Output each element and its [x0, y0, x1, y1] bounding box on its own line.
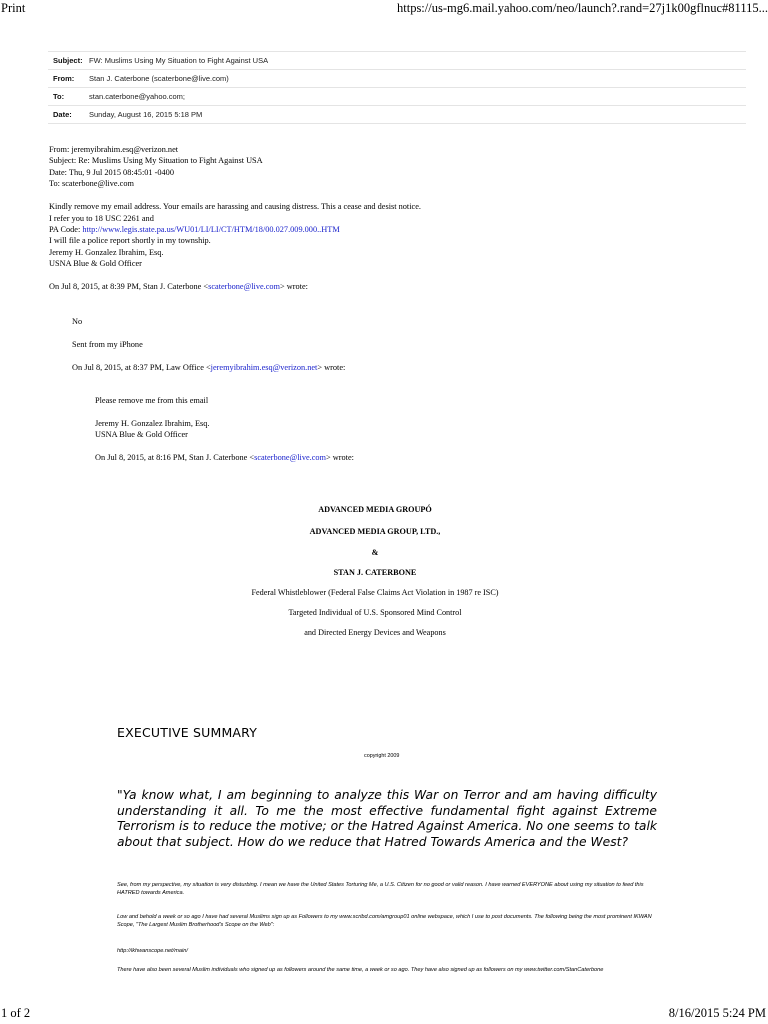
letterhead-line2: ADVANCED MEDIA GROUP, LTD.,	[309, 527, 441, 536]
letterhead-line4: STAN J. CATERBONE	[333, 568, 417, 577]
letterhead-line6: Targeted Individual of U.S. Sponsored Mind Control	[288, 608, 462, 617]
pa-code-label: PA Code:	[49, 224, 83, 234]
reply-sent-from: Sent from my iPhone	[72, 339, 143, 349]
print-url: https://us-mg6.mail.yahoo.com/neo/launch?.rand=27j1k00gflnuc#81115...	[397, 1, 768, 15]
pa-code-link[interactable]: http://www.legis.state.pa.us/WU01/LI/LI/CT/HTM/18/00.027.009.000..HTM	[82, 224, 340, 234]
letterhead-line3: &	[371, 548, 379, 557]
from-value: Stan J. Caterbone (scaterbone@live.com)	[89, 74, 229, 83]
summary-para2: Low and behold a week or so ago I have had several Muslims sign up as Followers to my www.scribd.com/amgroup01 online webspace, which I use to post documents. The following being the most prominent IKWAN Scope, "The Largest Muslim Brotherhood's Scope on the Web":	[117, 914, 652, 928]
summary-quote: "Ya know what, I am beginning to analyze this War on Terror and am having difficulty understanding it all. To me the most effective fundamental fight against Extreme Terrorism is to reduce the motive; or the Hatred Against America. No one seems to talk about that subject. How do we reduce that Hatred Towards America and the West?	[117, 788, 657, 849]
fwd-sig1: Jeremy H. Gonzalez Ibrahim, Esq.	[49, 247, 164, 257]
reply2-quote-line: On Jul 8, 2015, at 8:16 PM, Stan J. Caterbone <scaterbone@live.com> wrote:	[95, 453, 354, 463]
print-label: Print	[1, 1, 26, 15]
fwd-from: From: jeremyibrahim.esq@verizon.net	[49, 145, 179, 154]
reply1-quote-line: On Jul 8, 2015, at 8:37 PM, Law Office <jeremyibrahim.esq@verizon.net> wrote:	[72, 362, 346, 372]
fwd-pa-code	[49, 224, 749, 235]
reply2-sig1: Jeremy H. Gonzalez Ibrahim, Esq.	[95, 418, 210, 428]
to-value: stan.caterbone@yahoo.com;	[89, 92, 186, 101]
subject-row	[48, 51, 746, 70]
fwd-quote-line: On Jul 8, 2015, at 8:39 PM, Stan J. Caterbone <scaterbone@live.com> wrote:	[49, 282, 308, 292]
quote-email-link[interactable]: scaterbone@live.com	[208, 282, 281, 292]
reply2-sig2: USNA Blue & Gold Officer	[95, 430, 188, 440]
forwarded-message	[49, 144, 749, 292]
summary-para1: See, from my perspective, my situation is very disturbing. I mean we have the United States Torturing Me, a U.S. Citizen for no good or valid reason. I have warned EVERYONE about using my situation to feed this HATRED towards America.	[117, 882, 644, 896]
reply2-email-link[interactable]: scaterbone@live.com	[254, 453, 327, 463]
letterhead-line7: and Directed Energy Devices and Weapons	[304, 628, 446, 637]
subject-label: Subject:	[53, 56, 83, 65]
fwd-subject: Subject: Re: Muslims Using My Situation to Fight Against USA	[49, 156, 263, 166]
reply-no: No	[72, 317, 83, 326]
print-footer	[0, 1006, 768, 1024]
reply-level-2	[95, 395, 735, 464]
print-timestamp: 8/16/2015 5:24 PM	[668, 1006, 766, 1020]
from-label: From:	[53, 74, 75, 83]
print-header	[0, 0, 768, 16]
page-count: 1 of 2	[1, 1006, 31, 1020]
subject-value: FW: Muslims Using My Situation to Fight Against USA	[89, 56, 269, 65]
copyright-note: copyright 2009	[364, 753, 400, 759]
reply1-email-link[interactable]: jeremyibrahim.esq@verizon.net	[210, 362, 318, 372]
email-header-table	[48, 51, 746, 124]
executive-summary-title: EXECUTIVE SUMMARY	[117, 725, 258, 740]
summary-para3: http://ikhwanscope.net/main/	[117, 948, 188, 954]
fwd-line4: I will file a police report shortly in my township.	[49, 236, 211, 246]
to-row	[48, 88, 746, 106]
to-label: To:	[53, 92, 65, 101]
date-row	[48, 106, 746, 124]
letterhead-line1: ADVANCED MEDIA GROUPÓ	[318, 505, 432, 514]
letterhead-line5: Federal Whistleblower (Federal False Claims Act Violation in 1987 re ISC)	[251, 588, 499, 597]
from-row	[48, 70, 746, 88]
reply2-remove: Please remove me from this email	[95, 396, 209, 405]
date-value: Sunday, August 16, 2015 5:18 PM	[89, 110, 203, 119]
fwd-sig2: USNA Blue & Gold Officer	[49, 259, 142, 269]
fwd-date: Date: Thu, 9 Jul 2015 08:45:01 -0400	[49, 167, 174, 177]
reply-level-1	[72, 316, 732, 373]
summary-para4: There have also been several Muslim individuals who signed up as followers around the same time, a week or so ago. They have also signed up as followers on my www.twitter.com/StanCaterbone	[117, 967, 604, 973]
fwd-line2: I refer you to 18 USC 2261 and	[49, 213, 154, 223]
fwd-line1: Kindly remove my email address. Your emails are harassing and causing distress. This a cease and desist notice.	[49, 202, 421, 212]
fwd-to: To: scaterbone@live.com	[49, 179, 134, 189]
date-label: Date:	[53, 110, 72, 119]
